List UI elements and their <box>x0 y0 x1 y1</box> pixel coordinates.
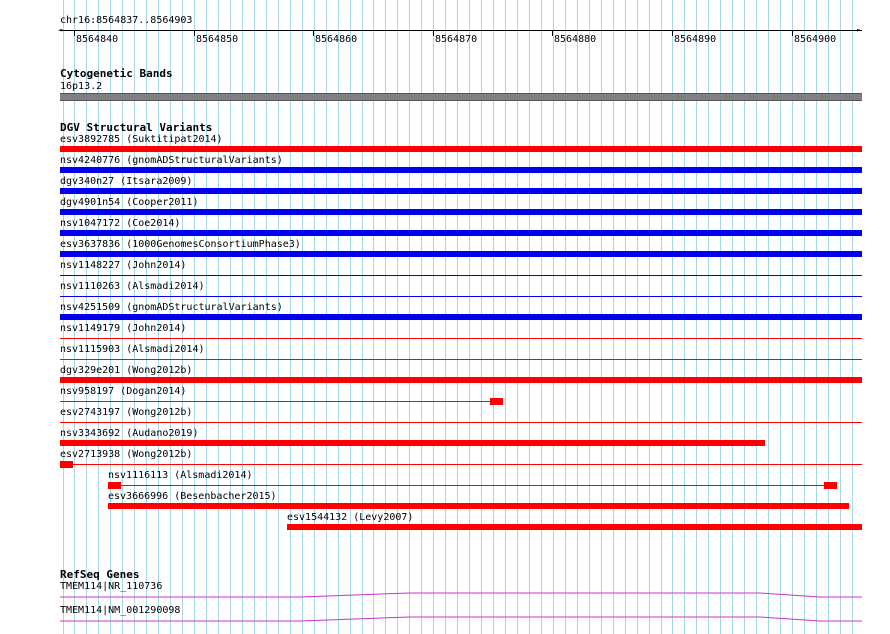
refseq-track-title: RefSeq Genes <box>60 568 140 581</box>
cytoband-track-title: Cytogenetic Bands <box>60 67 173 80</box>
feature-glyph-esv3892785[interactable] <box>60 146 862 152</box>
feature-glyph-dgv4901n54[interactable] <box>60 209 862 215</box>
ruler-left-arrow: ◄ <box>58 26 63 34</box>
feature-glyph-nsv958197[interactable] <box>60 401 503 402</box>
feature-glyph-nsv1148227[interactable] <box>60 275 862 276</box>
feature-glyph-esv3637836[interactable] <box>60 251 862 257</box>
gene-model-nm-001290098[interactable] <box>0 614 890 626</box>
feature-glyph-dgv329e201[interactable] <box>60 377 862 383</box>
gene-label-nr-110736: TMEM114|NR_110736 <box>60 581 163 592</box>
feature-glyph-nsv1116113-1[interactable] <box>108 482 121 489</box>
gene-label-nm-001290098: TMEM114|NM_001290098 <box>60 605 181 616</box>
feature-glyph-esv2713938[interactable] <box>60 464 862 465</box>
ruler-tick-8564860 <box>313 30 314 36</box>
dgv-track-title: DGV Structural Variants <box>60 121 213 134</box>
feature-glyph-nsv1115903[interactable] <box>60 359 862 360</box>
ruler-tick-label-8564880: 8564880 <box>554 34 597 45</box>
feature-glyph-esv3666996[interactable] <box>108 503 849 509</box>
feature-label-esv3666996: esv3666996 (Besenbacher2015) <box>108 491 277 502</box>
feature-label-nsv4240776: nsv4240776 (gnomADStructuralVariants) <box>60 155 283 166</box>
ruler-tick-8564870 <box>433 30 434 36</box>
feature-label-esv1544132: esv1544132 (Levy2007) <box>287 512 414 523</box>
ruler-tick-label-8564850: 8564850 <box>196 34 239 45</box>
feature-glyph-nsv4240776[interactable] <box>60 167 862 173</box>
feature-glyph-esv2713938-1[interactable] <box>60 461 73 468</box>
feature-label-dgv4901n54: dgv4901n54 (Cooper2011) <box>60 197 199 208</box>
range-label: chr16:8564837..8564903 <box>60 15 193 26</box>
cytoband-bar[interactable] <box>60 93 862 101</box>
ruler-right-arrow: ► <box>857 26 862 34</box>
ruler-tick-8564840 <box>74 30 75 36</box>
feature-glyph-nsv1149179[interactable] <box>60 338 862 339</box>
feature-glyph-nsv3343692[interactable] <box>60 440 765 446</box>
feature-glyph-nsv958197-1[interactable] <box>490 398 503 405</box>
ruler-tick-label-8564870: 8564870 <box>435 34 478 45</box>
cytoband-label: 16p13.2 <box>60 81 103 92</box>
feature-label-nsv1110263: nsv1110263 (Alsmadi2014) <box>60 281 205 292</box>
feature-label-nsv3343692: nsv3343692 (Audano2019) <box>60 428 199 439</box>
feature-label-esv3892785: esv3892785 (Suktitipat2014) <box>60 134 223 145</box>
feature-label-esv2743197: esv2743197 (Wong2012b) <box>60 407 193 418</box>
feature-label-nsv1047172: nsv1047172 (Coe2014) <box>60 218 181 229</box>
gene-model-nr-110736[interactable] <box>0 590 890 602</box>
feature-label-nsv1148227: nsv1148227 (John2014) <box>60 260 187 271</box>
ruler-axis <box>60 30 862 31</box>
ruler-tick-8564880 <box>552 30 553 36</box>
feature-glyph-nsv1116113-2[interactable] <box>824 482 837 489</box>
feature-label-nsv4251509: nsv4251509 (gnomADStructuralVariants) <box>60 302 283 313</box>
feature-label-nsv1116113: nsv1116113 (Alsmadi2014) <box>108 470 253 481</box>
feature-glyph-dgv340n27[interactable] <box>60 188 862 194</box>
feature-glyph-nsv1116113[interactable] <box>108 485 837 486</box>
feature-label-esv3637836: esv3637836 (1000GenomesConsortiumPhase3) <box>60 239 301 250</box>
feature-glyph-esv2743197[interactable] <box>60 422 862 423</box>
ruler-tick-8564900 <box>792 30 793 36</box>
feature-label-nsv1115903: nsv1115903 (Alsmadi2014) <box>60 344 205 355</box>
ruler-tick-label-8564890: 8564890 <box>674 34 717 45</box>
ruler-tick-label-8564900: 8564900 <box>794 34 837 45</box>
feature-glyph-nsv1110263[interactable] <box>60 296 862 297</box>
ruler-tick-8564890 <box>672 30 673 36</box>
feature-label-nsv958197: nsv958197 (Dogan2014) <box>60 386 187 397</box>
feature-label-dgv340n27: dgv340n27 (Itsara2009) <box>60 176 193 187</box>
feature-label-dgv329e201: dgv329e201 (Wong2012b) <box>60 365 193 376</box>
feature-glyph-nsv1047172[interactable] <box>60 230 862 236</box>
feature-glyph-nsv4251509[interactable] <box>60 314 862 320</box>
ruler-tick-label-8564860: 8564860 <box>315 34 358 45</box>
feature-label-esv2713938: esv2713938 (Wong2012b) <box>60 449 193 460</box>
feature-glyph-esv1544132[interactable] <box>287 524 862 530</box>
ruler-tick-8564850 <box>194 30 195 36</box>
ruler-tick-label-8564840: 8564840 <box>76 34 119 45</box>
feature-label-nsv1149179: nsv1149179 (John2014) <box>60 323 187 334</box>
